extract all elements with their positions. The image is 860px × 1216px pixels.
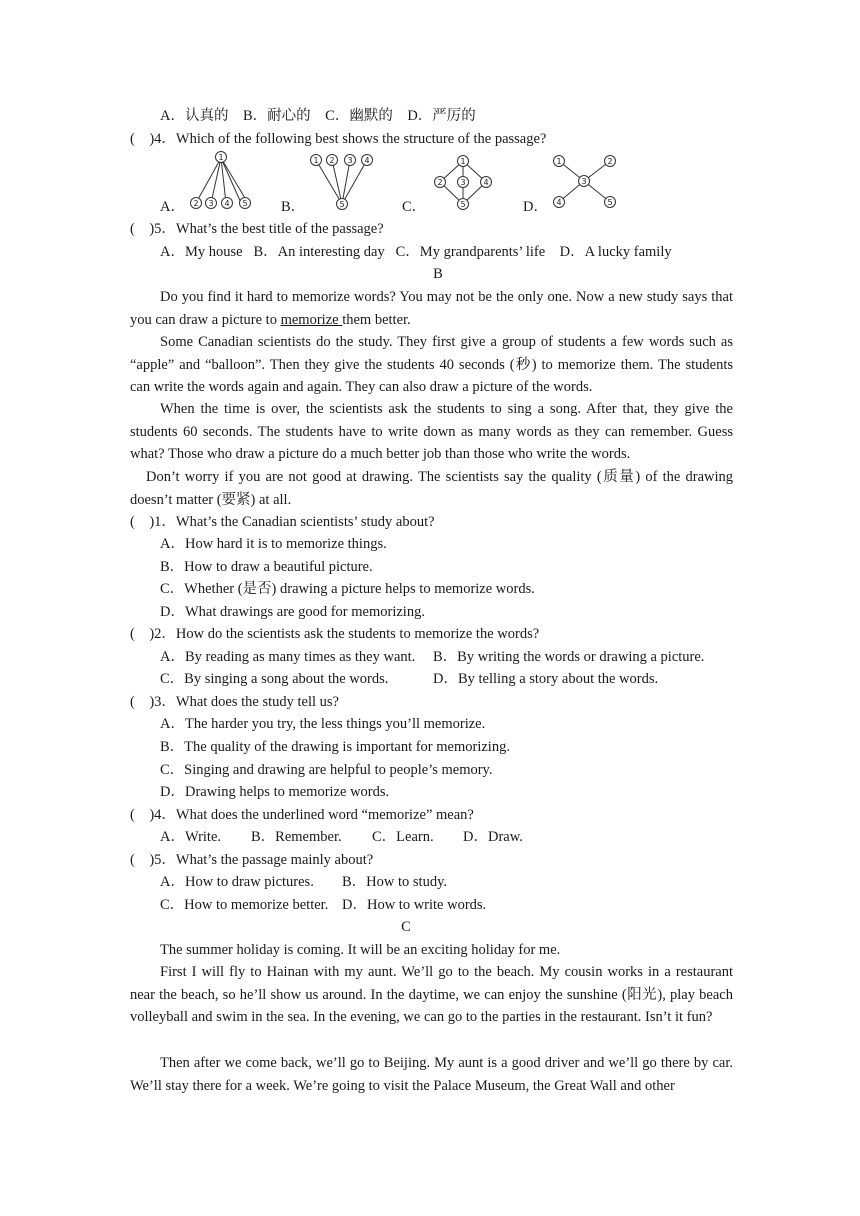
- b-q5-option-d: D．How to write words.: [342, 897, 487, 913]
- section-b-title: B: [433, 266, 443, 282]
- diagram-b-node-4: [362, 155, 373, 166]
- svg-text:4: 4: [556, 198, 562, 207]
- svg-text:5: 5: [339, 200, 345, 209]
- section-b-p1-end: them better.: [342, 311, 411, 328]
- diagram-b-node-3: [345, 155, 356, 166]
- b-q5-option-b: B．How to study.: [342, 874, 447, 890]
- diagram-d-node-2: [605, 156, 616, 167]
- svg-text:1: 1: [460, 157, 466, 166]
- svg-text:4: 4: [483, 178, 489, 187]
- svg-text:1: 1: [218, 153, 224, 162]
- b-q1-option-b: B．How to draw a beautiful picture.: [160, 559, 373, 575]
- svg-text:3: 3: [581, 177, 587, 186]
- diagram-a-node-1: [216, 152, 227, 163]
- diagram-a-node-3: [206, 198, 217, 209]
- svg-text:2: 2: [607, 157, 613, 166]
- b-q2-stem: ( )2．How do the scientists ask the students to memorize the words?: [130, 626, 540, 642]
- b-q1-stem: ( )1．What’s the Canadian scientists’ study about?: [130, 514, 435, 530]
- b-q4-option-d: D．Draw.: [463, 829, 523, 845]
- svg-text:5: 5: [460, 200, 466, 209]
- diagram-c-node-1: [458, 156, 469, 167]
- svg-text:3: 3: [347, 156, 353, 165]
- diagram-d-node-5: [605, 197, 616, 208]
- svg-text:1: 1: [556, 157, 562, 166]
- q5a-stem: ( )5．What’s the best title of the passage?: [130, 221, 384, 237]
- q3-options: A．认真的 B．耐心的 C．幽默的 D．严厉的: [160, 108, 476, 124]
- diagram-d-node-1: [554, 156, 565, 167]
- b-q5-stem: ( )5．What’s the passage mainly about?: [130, 852, 374, 868]
- section-b-p1-text: Do you find it hard to memorize words? You may not be the only one. Now a new study says that you can draw a picture to: [130, 289, 733, 328]
- section-c-paragraph-1: The summer holiday is coming. It will be an exciting holiday for me.: [160, 942, 561, 958]
- b-q5-option-a: A．How to draw pictures.: [160, 874, 314, 890]
- diagram-b-node-2: [327, 155, 338, 166]
- b-q3-stem: ( )3．What does the study tell us?: [130, 694, 339, 710]
- diagram-c-node-2: [435, 177, 446, 188]
- svg-text:3: 3: [208, 199, 214, 208]
- svg-text:2: 2: [437, 178, 443, 187]
- b-q5-option-c: C．How to memorize better.: [160, 897, 329, 913]
- diagram-b-node-5: [337, 199, 348, 210]
- b-q1-option-c: C．Whether (是否) drawing a picture helps to memorize words.: [160, 581, 535, 597]
- b-q2-option-c: C．By singing a song about the words.: [160, 671, 389, 687]
- svg-text:4: 4: [224, 199, 230, 208]
- b-q1-option-d: D．What drawings are good for memorizing.: [160, 604, 425, 620]
- q4-option-c-label: C．: [402, 199, 427, 215]
- svg-text:4: 4: [364, 156, 370, 165]
- svg-text:5: 5: [242, 199, 248, 208]
- q4-option-b-label: B．: [281, 199, 306, 215]
- b-q3-option-a: A．The harder you try, the less things you’ll memorize.: [160, 716, 486, 732]
- structure-diagram-d: [548, 152, 620, 212]
- b-q2-option-d: D．By telling a story about the words.: [433, 671, 659, 687]
- svg-text:2: 2: [193, 199, 199, 208]
- b-q4-option-c: C．Learn.: [372, 829, 434, 845]
- diagram-c-node-4: [481, 177, 492, 188]
- diagram-a-node-5: [240, 198, 251, 209]
- diagram-a-node-2: [191, 198, 202, 209]
- section-c-title: C: [401, 919, 411, 935]
- section-c-paragraph-2: First I will fly to Hainan with my aunt. We’ll go to the beach. My cousin works in a restaurant near the beach, so he’ll show us around. In the daytime, we can enjoy the sunshine (阳光), play beach volleyball and swim in the sea. In the evening, we can go to the parties in the restaurant. Isn’t it fun?: [130, 964, 733, 1026]
- diagram-a-node-4: [222, 198, 233, 209]
- diagram-d-node-3: [579, 176, 590, 187]
- structure-diagram-a: [186, 150, 256, 212]
- b-q2-option-b: B．By writing the words or drawing a picture.: [433, 649, 705, 665]
- diagram-c-node-5: [458, 199, 469, 210]
- b-q3-option-c: C．Singing and drawing are helpful to people’s memory.: [160, 762, 493, 778]
- svg-text:1: 1: [313, 156, 319, 165]
- underlined-word-memorize: memorize: [280, 311, 343, 328]
- diagram-d-node-4: [554, 197, 565, 208]
- b-q4-option-b: B．Remember.: [251, 829, 342, 845]
- b-q4-options: [160, 827, 523, 847]
- b-q4-option-a: A．Write.: [160, 829, 222, 845]
- svg-text:5: 5: [607, 198, 613, 207]
- q5a-option-d: D．A lucky family: [559, 244, 672, 260]
- section-c-paragraph-3: Then after we come back, we’ll go to Beijing. My aunt is a good driver and we’ll go there by car. We’ll stay there for a week. We’re going to visit the Palace Museum, the Great Wall and other: [130, 1055, 733, 1094]
- structure-diagram-c: [428, 152, 498, 212]
- structure-diagram-b: [306, 152, 378, 212]
- q5a-option-c: C．My grandparents’ life: [395, 244, 546, 260]
- q4-stem: ( )4．Which of the following best shows the structure of the passage?: [130, 131, 547, 147]
- section-b-paragraph-4: Don’t worry if you are not good at drawing. The scientists say the quality (质量) of the drawing doesn’t matter (要紧) at all.: [130, 469, 733, 508]
- b-q3-option-b: B．The quality of the drawing is important for memorizing.: [160, 739, 510, 755]
- svg-text:2: 2: [329, 156, 335, 165]
- q5a-option-b: B．An interesting day: [253, 244, 385, 260]
- q4-option-d-label: D．: [523, 199, 548, 215]
- section-b-paragraph-2: Some Canadian scientists do the study. They first give a group of students a few words such as “apple” and “balloon”. Then they give the students 40 seconds (秒) to memorize them. The students can write the words again and again. They can also draw a picture of the words.: [130, 334, 733, 396]
- q5a-options: [160, 242, 672, 262]
- q5a-option-a: A．My house: [160, 244, 243, 260]
- diagram-c-node-3: [458, 177, 469, 188]
- section-b-paragraph-3: When the time is over, the scientists ask the students to sing a song. After that, they give the students 60 seconds. The students have to write down as many words as they can remember. Guess what? Those who draw a picture do a much better job than those who write the words.: [130, 401, 733, 463]
- svg-text:3: 3: [460, 178, 466, 187]
- b-q1-option-a: A．How hard it is to memorize things.: [160, 536, 387, 552]
- diagram-b-node-1: [311, 155, 322, 166]
- b-q3-option-d: D．Drawing helps to memorize words.: [160, 784, 390, 800]
- b-q4-stem: ( )4．What does the underlined word “memorize” mean?: [130, 807, 474, 823]
- q4-option-a-label: A．: [160, 199, 185, 215]
- b-q2-option-a: A．By reading as many times as they want.: [160, 649, 416, 665]
- section-b-paragraph-1: [130, 286, 733, 331]
